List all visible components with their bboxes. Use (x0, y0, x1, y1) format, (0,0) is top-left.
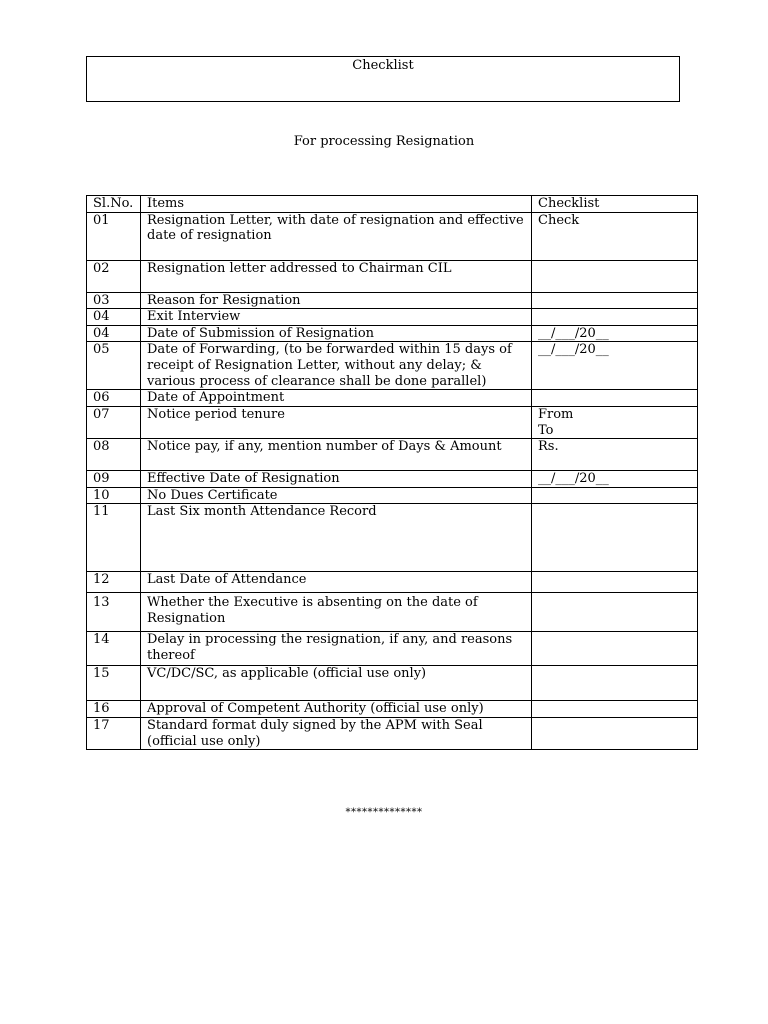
row-checklist: __/___/20__ (532, 325, 698, 342)
row-checklist: Check (532, 212, 698, 260)
row-item: Standard format duly signed by the APM with Seal (official use only) (141, 717, 532, 749)
row-item: Notice pay, if any, mention number of Days & Amount (141, 439, 532, 471)
header-checklist: Checklist (532, 196, 698, 213)
row-checklist: __/___/20__ (532, 342, 698, 390)
header-items: Items (141, 196, 532, 213)
row-item: Resignation Letter, with date of resignation and effective date of resignation (141, 212, 532, 260)
row-item: Reason for Resignation (141, 292, 532, 309)
row-item: Last Six month Attendance Record (141, 504, 532, 572)
row-item: Exit Interview (141, 309, 532, 326)
end-of-document-stars: ************** (345, 807, 423, 818)
row-item: Last Date of Attendance (141, 572, 532, 593)
table-row (87, 260, 698, 292)
table-row (87, 471, 698, 488)
table-row (87, 632, 698, 666)
notice-from-label: From (538, 406, 574, 422)
row-item: Approval of Competent Authority (official use only) (141, 701, 532, 718)
resignation-checklist-table (86, 195, 698, 750)
row-item: Effective Date of Resignation (141, 471, 532, 488)
table-row (87, 406, 698, 438)
table-row (87, 717, 698, 749)
table-row (87, 342, 698, 390)
row-item: Date of Appointment (141, 390, 532, 407)
table-row (87, 487, 698, 504)
row-number: 14 (87, 632, 141, 666)
row-checklist (532, 260, 698, 292)
row-checklist (532, 701, 698, 718)
row-item: Date of Submission of Resignation (141, 325, 532, 342)
row-checklist: __/___/20__ (532, 471, 698, 488)
row-number: 09 (87, 471, 141, 488)
row-number: 10 (87, 487, 141, 504)
row-number: 16 (87, 701, 141, 718)
row-number: 04 (87, 325, 141, 342)
table-row (87, 390, 698, 407)
row-number: 05 (87, 342, 141, 390)
row-item: Date of Forwarding, (to be forwarded within 15 days of receipt of Resignation Letter, without any delay; & various process of clearance shall be done parallel) (141, 342, 532, 390)
row-number: 11 (87, 504, 141, 572)
table-row (87, 666, 698, 701)
table-row (87, 292, 698, 309)
table-row (87, 572, 698, 593)
row-number: 01 (87, 212, 141, 260)
checklist-title-box (86, 56, 680, 102)
checklist-title: Checklist (352, 58, 414, 73)
row-item: Delay in processing the resignation, if any, and reasons thereof (141, 632, 532, 666)
row-number: 02 (87, 260, 141, 292)
row-item: No Dues Certificate (141, 487, 532, 504)
row-number: 08 (87, 439, 141, 471)
table-row (87, 325, 698, 342)
row-checklist (532, 666, 698, 701)
table-row (87, 309, 698, 326)
row-number: 03 (87, 292, 141, 309)
row-checklist (532, 487, 698, 504)
document-subtitle: For processing Resignation (293, 134, 475, 149)
row-checklist (532, 572, 698, 593)
row-checklist: Rs. (532, 439, 698, 471)
row-checklist (532, 717, 698, 749)
row-number: 07 (87, 406, 141, 438)
row-item: Whether the Executive is absenting on the date of Resignation (141, 593, 532, 632)
row-checklist (532, 406, 698, 438)
row-number: 04 (87, 309, 141, 326)
row-checklist (532, 504, 698, 572)
row-item: VC/DC/SC, as applicable (official use only) (141, 666, 532, 701)
table-row (87, 701, 698, 718)
table-row (87, 212, 698, 260)
header-sl-no: Sl.No. (87, 196, 141, 213)
row-checklist (532, 593, 698, 632)
row-checklist (532, 292, 698, 309)
row-number: 06 (87, 390, 141, 407)
row-item: Resignation letter addressed to Chairman CIL (141, 260, 532, 292)
row-number: 12 (87, 572, 141, 593)
row-number: 17 (87, 717, 141, 749)
table-row (87, 504, 698, 572)
table-row (87, 593, 698, 632)
row-number: 13 (87, 593, 141, 632)
table-header-row (87, 196, 698, 213)
notice-to-label: To (538, 422, 554, 438)
table-row (87, 439, 698, 471)
row-item: Notice period tenure (141, 406, 532, 438)
row-checklist (532, 632, 698, 666)
row-number: 15 (87, 666, 141, 701)
row-checklist (532, 390, 698, 407)
row-checklist (532, 309, 698, 326)
